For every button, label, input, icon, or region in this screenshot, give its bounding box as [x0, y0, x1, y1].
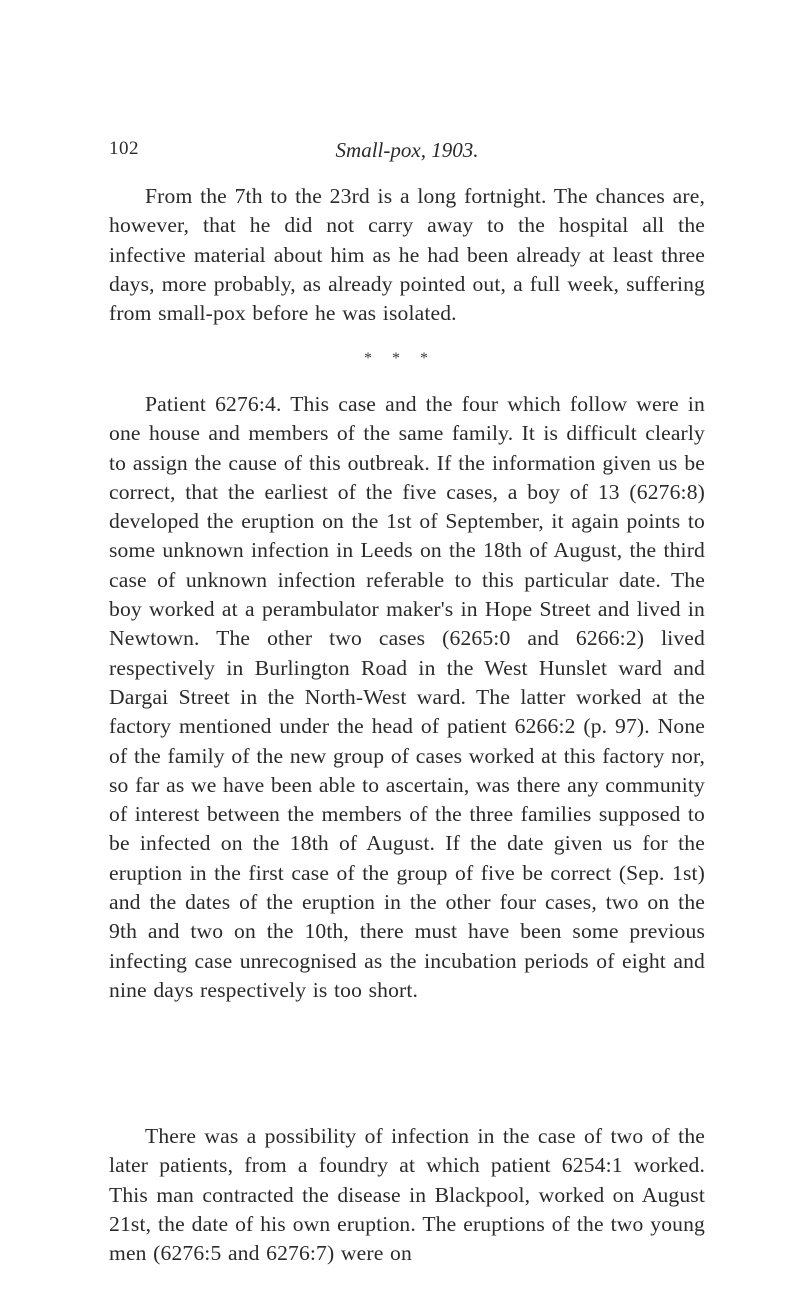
- paragraph-2: [109, 390, 705, 1005]
- paragraph-text: Patient 6276:4. This case and the four which follow were in one house and members of the same family. It is difficult clearly to assign the cause of this outbreak. If the information given us be correct, that the earliest of the five cases, a boy of 13 (6276:8) developed the eruption on the 1st of September, it again points to some unknown infection in Leeds on the 18th of August, the third case of unknown infection referable to this particular date. The boy worked at a perambulator maker's in Hope Street and lived in Newtown. The other two cases (6265:0 and 6266:2) lived respectively in Burlington Road in the West Hunslet ward and Dargai Street in the North-West ward. The latter worked at the factory mentioned under the head of patient 6266:2 (p. 97). None of the family of the new group of cases worked at this factory nor, so far as we have been able to ascertain, was there any community of interest between the members of the three families supposed to be infected on the 18th of August. If the date given us for the eruption in the first case of the group of five be correct (Sep. 1st) and the dates of the eruption in the other four cases, two on the 9th and two on the 10th, there must have been some previous infecting case unrecognised as the incubation periods of eight and nine days respectively is too short.: [109, 392, 705, 1002]
- section-separator: * * *: [364, 350, 436, 367]
- running-title: Small-pox, 1903.: [335, 138, 479, 162]
- page-header: [109, 138, 705, 168]
- paragraph-text: There was a possibility of infection in the case of two of the later patients, from a foundry at which patient 6254:1 worked. This man contracted the disease in Blackpool, worked on August 21st, the date of his own eruption. The eruptions of the two young men (6276:5 and 6276:7) were on: [109, 1124, 705, 1266]
- paragraph-3: [109, 1122, 705, 1268]
- paragraph-text: From the 7th to the 23rd is a long fortnight. The chances are, however, that he did not carry away to the hospital all the infective material about him as he had been already at least three days, more probably, as already pointed out, a full week, suffering from small-pox before he was isolated.: [109, 184, 705, 326]
- page-number: 102: [109, 138, 139, 159]
- paragraph-1: [109, 182, 705, 328]
